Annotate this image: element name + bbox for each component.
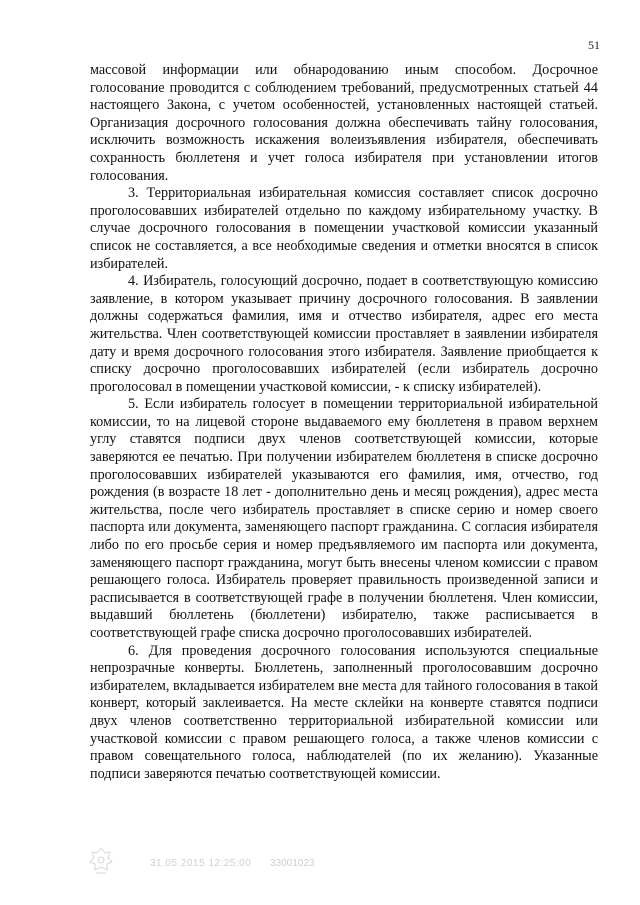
paragraph-item-3: 3. Территориальная избирательная комиссия составляет список досрочно проголосовавших избирателей отдельно по каждому избирательному участку. В случае досрочного голосования в помещении участковой комиссии указанный список не составляется, а все необходимые сведения и отметки вносятся в список избирателей. (90, 185, 598, 272)
paragraph-continuation: массовой информации или обнародованию иным способом. Досрочное голосование проводится с соблюдением требований, предусмотренных статьей 44 настоящего Закона, с учетом особенностей, установленных настоящей статьей. Организация досрочного голосования должна обеспечивать тайну голосования, исключить возможность искажения волеизъявления избирателя, обеспечивать сохранность бюллетеня и учет голоса избирателя при установлении итогов голосования. (90, 62, 598, 184)
document-body (90, 62, 598, 783)
page-number: 51 (588, 38, 600, 52)
paragraph-item-4: 4. Избиратель, голосующий досрочно, подает в соответствующую комиссию заявление, в котором указывает причину досрочного голосования. В заявлении должны содержаться фамилия, имя и отчество избирателя, адрес его места жительства. Член соответствующей комиссии проставляет в заявлении избирателя дату и время досрочного голосования этого избирателя. Заявление приобщается к списку досрочно проголосовавших избирателей (если избиратель досрочно проголосовал в помещении участковой комиссии, - к списку избирателей). (90, 273, 598, 395)
footer-stamp (88, 846, 608, 886)
stamp-date: 31.05.2015 12:25:00 (150, 858, 252, 869)
paragraph-item-6: 6. Для проведения досрочного голосования используются специальные непрозрачные конверты. Бюллетень, заполненный проголосовавшим досрочно избирателем, вкладывается избирателем вне места для тайного голосования в такой конверт, который заклеивается. На месте склейки на конверте ставятся подписи двух членов соответственно территориальной избирательной комиссии или участковой комиссии с правом решающего голоса, а также членов комиссии с правом совещательного голоса, наблюдателей (по их желанию). Указанные подписи заверяются печатью соответствующей комиссии. (90, 642, 598, 782)
emblem-icon (88, 846, 114, 876)
paragraph-item-5: 5. Если избиратель голосует в помещении территориальной избирательной комиссии, то на лицевой стороне выдаваемого ему бюллетеня в правом верхнем углу ставятся подписи двух членов соответствующей комиссии, которые заверяются ее печатью. При получении избирателем бюллетеня в списке досрочно проголосовавших избирателей указываются его фамилия, имя, отчество, год рождения (в возрасте 18 лет - дополнительно день и месяц рождения), адрес места жительства, после чего избиратель проставляет в списке серию и номер своего паспорта или документа, заменяющего паспорт гражданина. С согласия избирателя либо по его просьбе серия и номер предъявляемого им паспорта или документа, заменяющего паспорт гражданина, могут быть внесены членом комиссии с правом решающего голоса. Избиратель проверяет правильность произведенной записи и расписывается в соответствующей графе в получении бюллетеня. Член комиссии, выдавший бюллетень (бюллетени) избирателю, также расписывается в соответствующей графе списка досрочно проголосовавших избирателей. (90, 396, 598, 641)
stamp-code: 33001023 (270, 858, 315, 869)
